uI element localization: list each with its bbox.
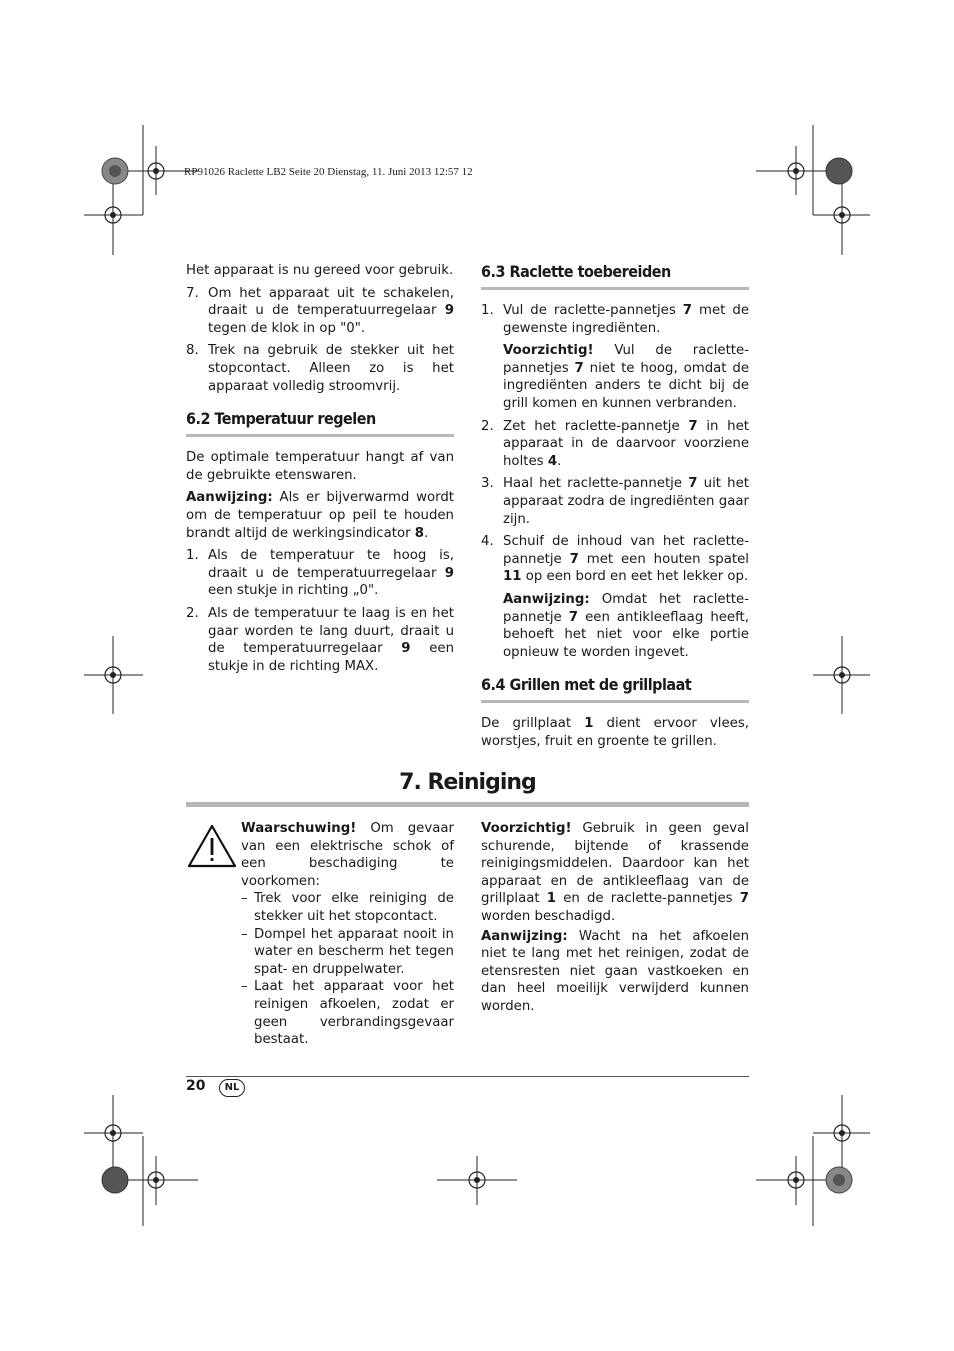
section-title-6-2: 6.2 Temperatuur regelen xyxy=(186,409,454,437)
grill-text: De grillplaat 1 dient ervoor vlees, worstjes, fruit en groente te grillen. xyxy=(481,716,749,749)
steps-list-1 xyxy=(186,285,454,396)
list-item: 7. Om het apparaat uit te schakelen, draait u de temperatuurregelaar 9 tegen de klok in op "0". xyxy=(186,285,454,336)
chapter-title: 7. Reiniging xyxy=(399,770,536,795)
intro-text: Het apparaat is nu gereed voor gebruik. xyxy=(186,263,454,278)
caution-note: Voorzichtig! Gebruik in geen geval schurende, bijtende of krassende reinigingsmiddelen. Daardoor kan het apparaat en de antikleeflaag van de grillplaat 1 en de raclette-pannetjes 7 worden beschadigd. xyxy=(481,821,749,924)
section-title-6-3: 6.3 Raclette toebereiden xyxy=(481,262,749,290)
warning-text: Waarschuwing! Om gevaar van een elektrische schok of een beschadiging te voorkomen: xyxy=(241,821,454,889)
warning-block xyxy=(241,820,454,1049)
list-item: 3. Haal het raclette-pannetje 7 uit het apparaat zodra de ingrediënten gaar zijn. xyxy=(481,476,749,527)
print-header: RP91026 Raclette LB2 Seite 20 Dienstag, 11. Juni 2013 12:57 12 xyxy=(184,166,473,178)
list-item: – Dompel het apparaat nooit in water en bescherm het tegen spat- en druppelwater. xyxy=(241,926,454,979)
note: Aanwijzing: Als er bijverwarmd wordt om de temperatuur op peil te houden brandt altijd de werkingsindicator 8. xyxy=(186,490,454,541)
section-intro: De optimale temperatuur hangt af van de gebruikte etenswaren. xyxy=(186,450,454,483)
page-number: 20 xyxy=(186,1078,206,1094)
note: Aanwijzing: Omdat het raclette-pannetje 7 een antikleeflaag heeft, behoeft het niet voor elke portie opnieuw te worden ingevet. xyxy=(503,591,749,660)
section-title-6-4: 6.4 Grillen met de grillplaat xyxy=(481,675,749,703)
language-badge: NL xyxy=(219,1079,245,1097)
list-item: 8. Trek na gebruik de stekker uit het stopcontact. Alleen zo is het apparaat volledig stroomvrij. xyxy=(186,343,454,394)
caution-note: Voorzichtig! Vul de raclette-pannetjes 7 niet te hoog, omdat de ingrediënten anders te dicht bij de grill komen en kunnen verbranden. xyxy=(503,343,749,411)
list-item: – Trek voor elke reiniging de stekker uit het stopcontact. xyxy=(241,890,454,925)
list-item: 1. Als de temperatuur te hoog is, draait u de temperatuurregelaar 9 een stukje in richting „0". xyxy=(186,548,454,599)
list-item: 2. Zet het raclette-pannetje 7 in het apparaat in de daarvoor voorziene holtes 4. xyxy=(481,418,749,469)
list-item: 2. Als de temperatuur te laag is en het gaar worden te lang duurt, draait u de temperatuurregelaar 9 een stukje in de richting MAX. xyxy=(186,605,454,674)
cleaning-notes xyxy=(481,820,749,1018)
list-item: 1. Vul de raclette-pannetjes 7 met de gewenste ingrediënten. Voorzichtig! Vul de raclette-pannetjes 7 niet te hoog, omdat de ingrediënten anders te dicht bij de grill komen en kunnen verbranden. xyxy=(481,303,750,411)
note: Aanwijzing: Wacht na het afkoelen niet te lang met het reinigen, zodat de etensresten niet gaan vastkoeken en dan heel moeilijk verwijderd kunnen worden. xyxy=(481,928,749,1014)
list-item: – Laat het apparaat voor het reinigen afkoelen, zodat er geen verbrandingsgevaar bestaat. xyxy=(241,978,454,1048)
right-column xyxy=(481,262,749,755)
list-item: 4. Schuif de inhoud van het raclette-pannetje 7 met een houten spatel 11 op een bord en eet het lekker op. Aanwijzing: Omdat het raclette-pannetje 7 een antikleeflaag heeft, behoeft het niet voor elke portie opnieuw te worden ingevet. xyxy=(481,534,749,660)
warning-triangle-icon xyxy=(187,824,237,868)
footer-rule xyxy=(186,1076,749,1077)
steps-list-3 xyxy=(481,302,749,661)
warning-list xyxy=(241,890,454,1048)
chapter-rule xyxy=(186,802,749,807)
steps-list-2 xyxy=(186,547,454,675)
left-column xyxy=(186,262,454,680)
